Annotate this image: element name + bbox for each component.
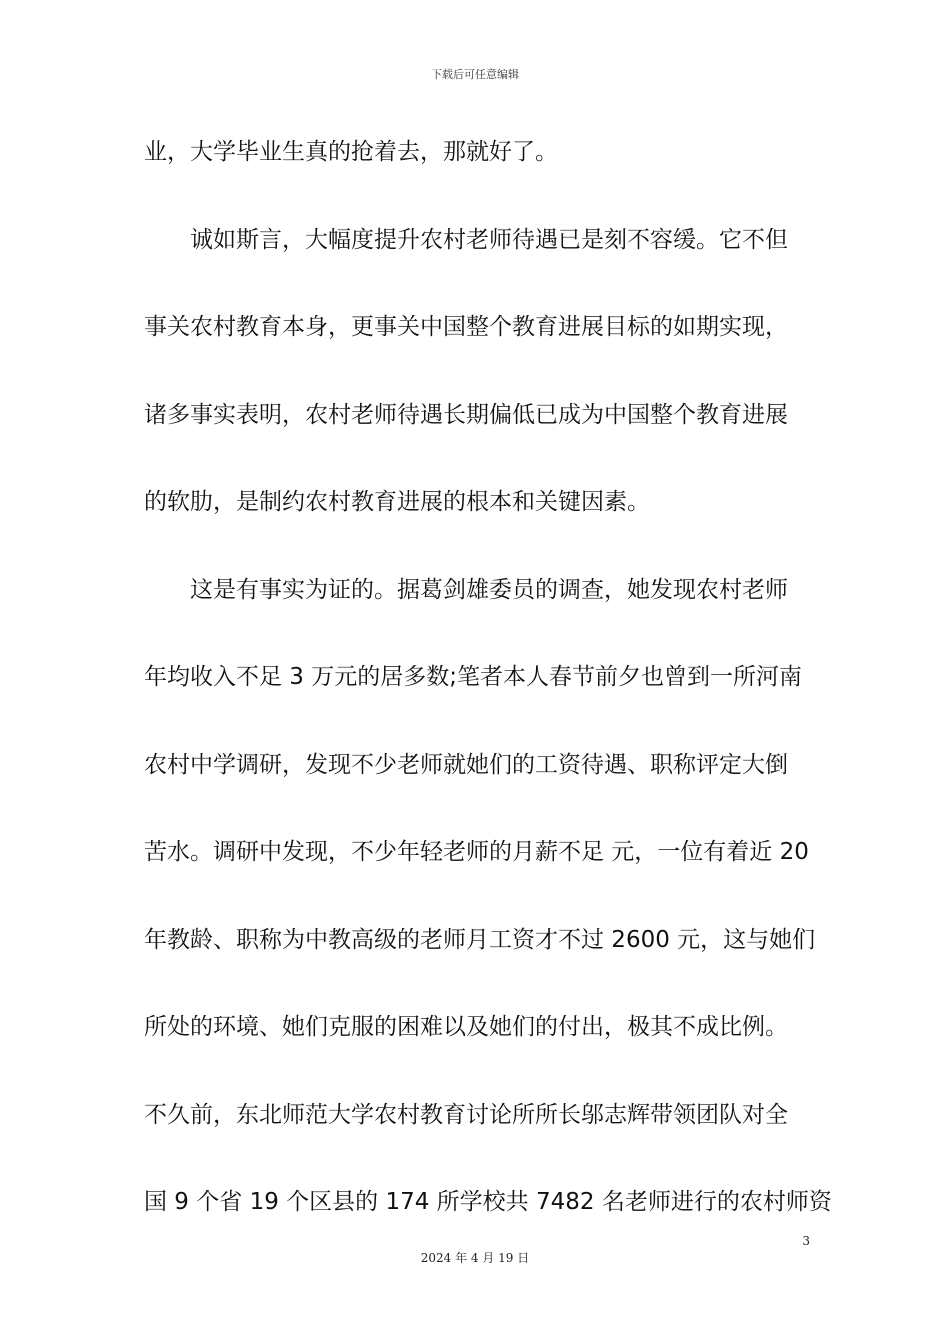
text-line: 不久前，东北师范大学农村教育讨论所所长邬志辉带领团队对全 [144,1101,788,1128]
page-header: 下载后可任意编辑 [431,68,519,81]
text-line: 诸多事实表明，农村老师待遇长期偏低已成为中国整个教育进展 [144,401,788,428]
text-line: 苦水。调研中发现，不少年轻老师的月薪不足 元，一位有着近 20 [144,839,809,865]
text-line: 的软肋，是制约农村教育进展的根本和关键因素。 [144,489,650,515]
body-text [144,128,832,1266]
text-line: 诚如斯言，大幅度提升农村老师待遇已是刻不容缓。它不但 [190,226,788,253]
text-line: 国 9 个省 19 个区县的 174 所学校共 7482 名老师进行的农村师资 [144,1189,832,1215]
text-line: 年均收入不足 3 万元的居多数;笔者本人春节前夕也曾到一所河南 [144,664,803,690]
text-line: 所处的环境、她们克服的困难以及她们的付出，极其不成比例。 [144,1014,788,1040]
text-line: 农村中学调研，发现不少老师就她们的工资待遇、职称评定大倒 [144,751,788,778]
text-line: 年教龄、职称为中教高级的老师月工资才不过 2600 元，这与她们 [144,926,816,953]
text-line: 事关农村教育本身，更事关中国整个教育进展目标的如期实现， [144,314,788,340]
page-footer-date: 2024 年 4 月 19 日 [420,1251,530,1265]
text-line: 这是有事实为证的。据葛剑雄委员的调查，她发现农村老师 [190,576,788,603]
page-number: 3 [802,1234,810,1248]
text-line: 业，大学毕业生真的抢着去，那就好了。 [144,139,558,165]
